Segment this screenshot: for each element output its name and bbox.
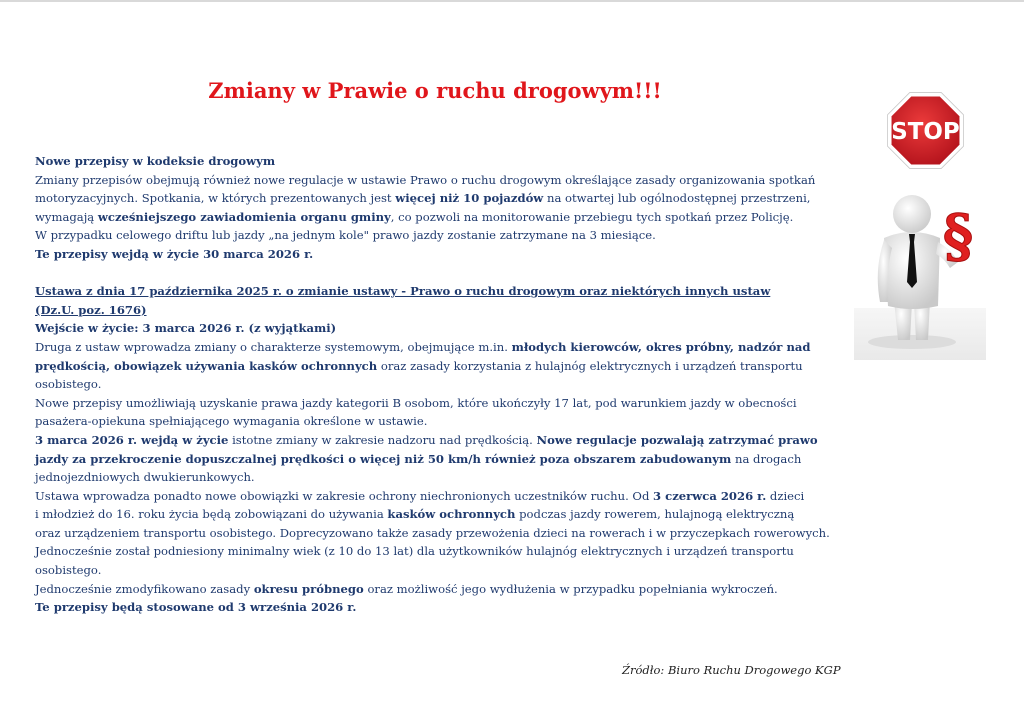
text-line: Nowe przepisy umożliwiają uzyskanie prawa jazdy kategorii B osobom, które ukończyły 17 lat, pod warunkiem jazdy w obecności — [35, 395, 797, 410]
text-line: osobistego. — [35, 377, 102, 392]
text-line: prędkością, obowiązek używania kasków ochronnych oraz zasady korzystania z hulajnóg elektrycznych i urządzeń transportu — [35, 358, 803, 373]
text-line: Jednocześnie zmodyfikowano zasady okresu próbnego oraz możliwość jego wydłużenia w przypadku popełniania wykroczeń. — [35, 581, 778, 596]
text-line: oraz urządzeniem transportu osobistego. Doprecyzowano także zasady przewożenia dzieci na rowerach i w przyczepkach rowerowych. — [35, 525, 830, 540]
stop-sign-label: STOP — [891, 119, 960, 146]
text-line: jazdy za przekroczenie dopuszczalnej prędkości o więcej niż 50 km/h również poza obszarem zabudowanym na drogach — [35, 451, 802, 466]
document-body — [35, 152, 835, 617]
text-line: pasażera-opiekuna spełniającego wymagania określone w ustawie. — [35, 414, 428, 429]
text-line: wymagają wcześniejszego zawiadomienia organu gminy, co pozwoli na monitorowanie przebiegu tych spotkań przez Policję. — [35, 209, 794, 224]
law-reference-link[interactable]: (Dz.U. poz. 1676) — [35, 302, 147, 317]
page-title: Zmiany w Prawie o ruchu drogowym!!! — [208, 78, 662, 103]
spacer — [35, 264, 835, 283]
text-line: Ustawa wprowadza ponadto nowe obowiązki w zakresie ochrony niechronionych uczestników ruchu. Od 3 czerwca 2026 r. dzieci — [35, 488, 805, 503]
text-line: W przypadku celowego driftu lub jazdy „na jednym kole" prawo jazdy zostanie zatrzymane na 3 miesiące. — [35, 228, 656, 243]
effective-date: Wejście w życie: 3 marca 2026 r. (z wyjątkami) — [35, 321, 337, 336]
stop-sign-icon — [886, 91, 965, 170]
text-line: osobistego. — [35, 563, 102, 578]
text-line: motoryzacyjnych. Spotkania, w których prezentowanych jest więcej niż 10 pojazdów na otwartej lub ogólnodostępnej przestrzeni, — [35, 191, 811, 206]
text-line: i młodzież do 16. roku życia będą zobowiązani do używania kasków ochronnych podczas jazdy rowerem, hulajnogą elektryczną — [35, 507, 795, 522]
text-line: Zmiany przepisów obejmują również nowe regulacje w ustawie Prawo o ruchu drogowym określające zasady organizowania spotkań — [35, 172, 816, 187]
source-caption: Źródło: Biuro Ruchu Drogowego KGP — [622, 663, 841, 677]
text-line: Druga z ustaw wprowadza zmiany o charakterze systemowym, obejmujące m.in. młodych kierowców, okres próbny, nadzór nad — [35, 339, 811, 354]
paragraph-symbol-label: § — [942, 202, 974, 270]
text-line: 3 marca 2026 r. wejdą w życie istotne zmiany w zakresie nadzoru nad prędkością. Nowe regulacje pozwalają zatrzymać prawo — [35, 432, 818, 447]
effective-date: Te przepisy będą stosowane od 3 września 2026 r. — [35, 600, 357, 615]
effective-date: Te przepisy wejdą w życie 30 marca 2026 r. — [35, 246, 314, 261]
text-line: jednojezdniowych dwukierunkowych. — [35, 470, 255, 485]
section1-heading: Nowe przepisy w kodeksie drogowym — [35, 154, 276, 168]
law-title-link[interactable]: Ustawa z dnia 17 października 2025 r. o zmianie ustawy - Prawo o ruchu drogowym oraz niektórych innych ustaw — [35, 284, 771, 299]
text-line: Jednocześnie został podniesiony minimalny wiek (z 10 do 13 lat) dla użytkowników hulajnóg elektrycznych i urządzeń transportu — [35, 544, 794, 559]
top-border — [0, 0, 1024, 2]
figure-with-paragraph-icon — [854, 190, 986, 360]
